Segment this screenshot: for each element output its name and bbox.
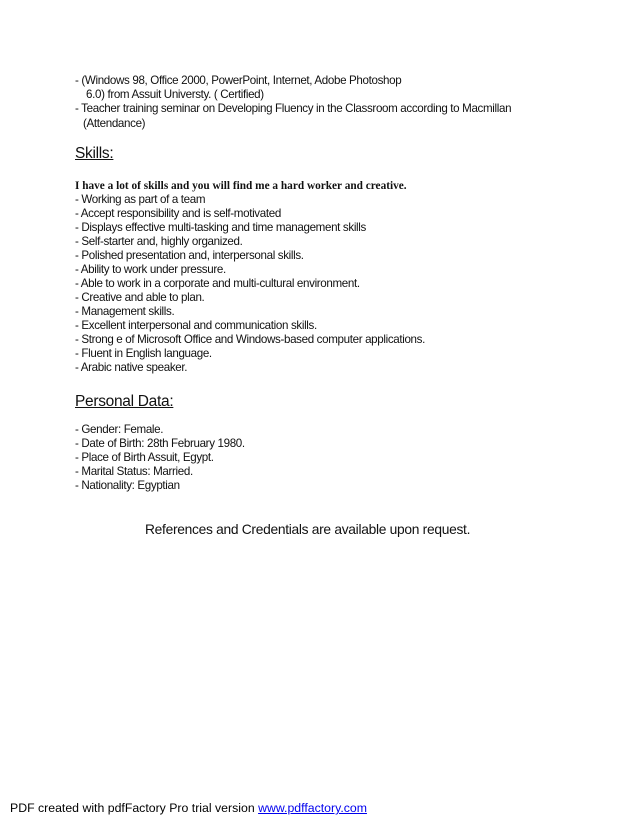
skills-item: - Polished presentation and, interpersonal skills.: [75, 249, 304, 262]
skills-item: - Able to work in a corporate and multi-cultural environment.: [75, 277, 360, 290]
training-line-1: - (Windows 98, Office 2000, PowerPoint, Internet, Adobe Photoshop: [75, 74, 402, 87]
personal-data-heading: Personal Data:: [75, 393, 174, 410]
pdf-footer: [10, 801, 367, 815]
footer-link[interactable]: www.pdffactory.com: [258, 801, 367, 815]
training-line-3: - Teacher training seminar on Developing Fluency in the Classroom according to Macmillan: [75, 102, 512, 115]
personal-item: - Gender: Female.: [75, 423, 164, 436]
personal-item: - Date of Birth: 28th February 1980.: [75, 437, 245, 450]
personal-item: - Nationality: Egyptian: [75, 479, 180, 492]
skills-item: - Arabic native speaker.: [75, 361, 188, 374]
skills-heading: Skills:: [75, 145, 114, 162]
skills-item: - Displays effective multi-tasking and time management skills: [75, 221, 366, 234]
personal-item: - Place of Birth Assuit, Egypt.: [75, 451, 214, 464]
skills-item: - Excellent interpersonal and communication skills.: [75, 319, 317, 332]
skills-item: - Ability to work under pressure.: [75, 263, 226, 276]
skills-intro: I have a lot of skills and you will find me a hard worker and creative.: [75, 180, 407, 192]
footer-text: PDF created with pdfFactory Pro trial version: [10, 801, 259, 815]
references-note: References and Credentials are available upon request.: [145, 522, 471, 537]
skills-item: - Fluent in English language.: [75, 347, 212, 360]
skills-item: - Working as part of a team: [75, 193, 206, 206]
skills-item: - Creative and able to plan.: [75, 291, 205, 304]
skills-item: - Accept responsibility and is self-motivated: [75, 207, 281, 220]
personal-item: - Marital Status: Married.: [75, 465, 193, 478]
training-line-2: 6.0) from Assuit Universty. ( Certified): [86, 88, 264, 101]
training-line-4: (Attendance): [83, 117, 146, 130]
skills-item: - Self-starter and, highly organized.: [75, 235, 243, 248]
skills-item: - Management skills.: [75, 305, 175, 318]
skills-item: - Strong e of Microsoft Office and Windows-based computer applications.: [75, 333, 425, 346]
